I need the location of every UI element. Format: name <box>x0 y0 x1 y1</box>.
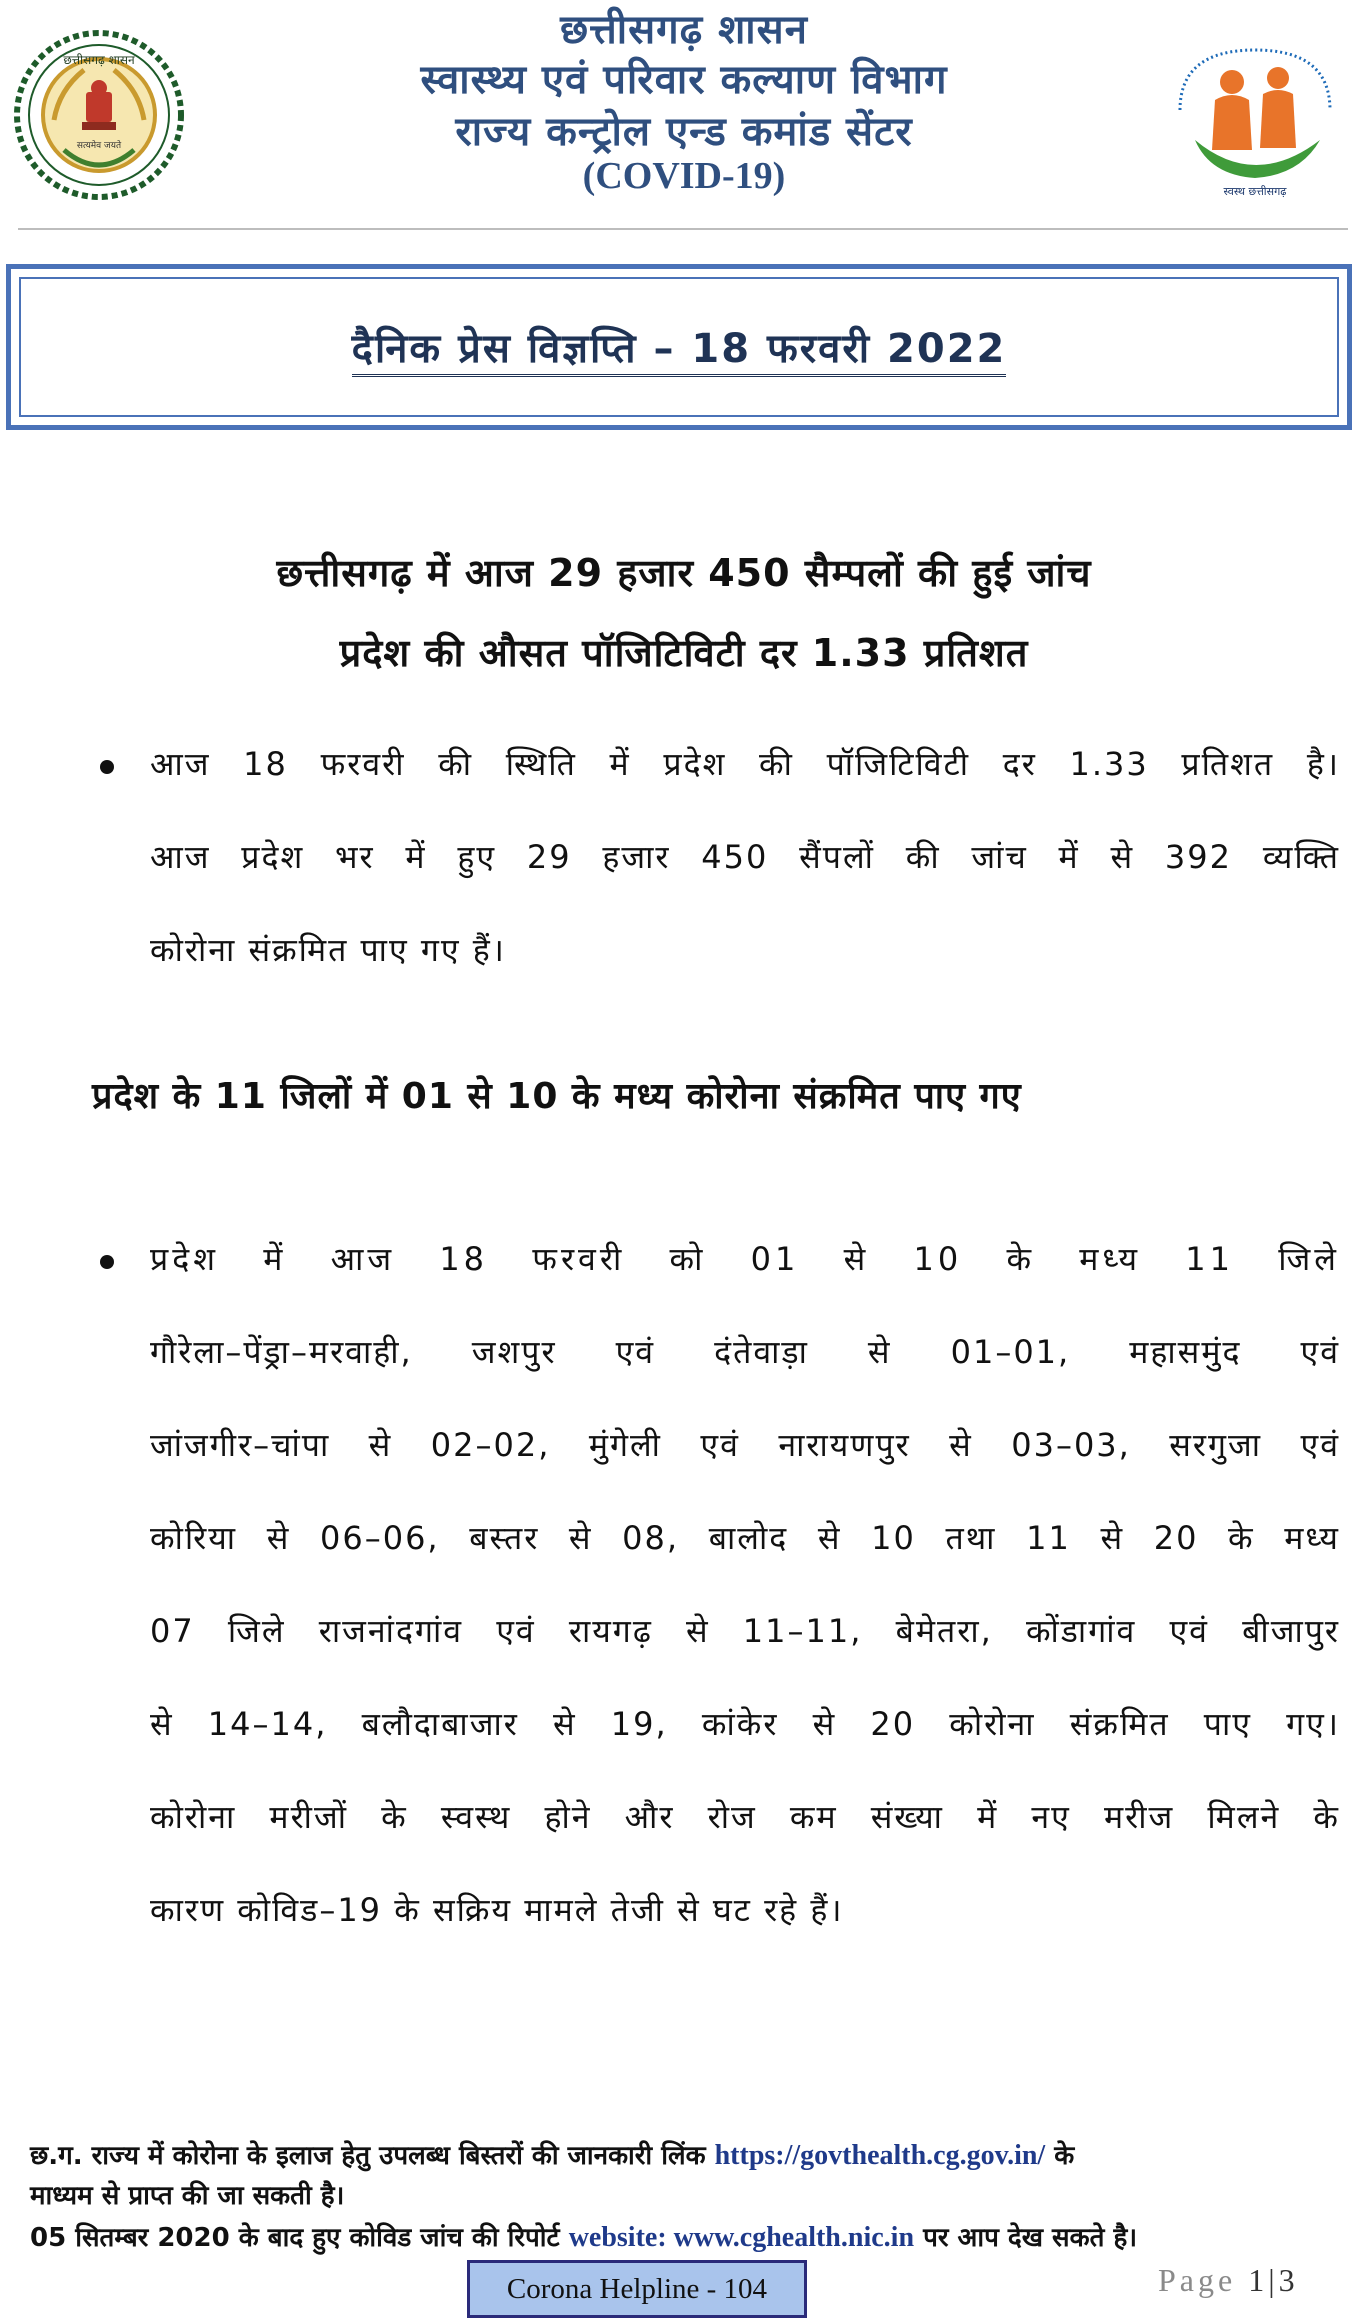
footer-report-note <box>30 2218 1346 2254</box>
report-website-link[interactable]: website: www.cghealth.nic.in <box>568 2222 915 2253</box>
page-total: 3 <box>1278 2262 1299 2298</box>
headline-positivity: प्रदेश की औसत पॉजिटिविटी दर 1.33 प्रतिशत <box>339 631 1029 675</box>
footer-beds-note <box>30 2136 1346 2216</box>
bullet-1-dot <box>100 760 114 774</box>
bullet-1-line-2: आज प्रदेश भर में हुए 29 हजार 450 सैंपलों की जांच में से 392 व्यक्ति <box>150 838 1340 876</box>
page-current: 1 <box>1248 2262 1269 2298</box>
footer-beds-text-suffix: के <box>1054 2141 1075 2171</box>
bullet-2-line-2: गौरेला–पेंड्रा–मरवाही, जशपुर एवं दंतेवाड़ा से 01–01, महासमुंद एवं <box>150 1333 1340 1371</box>
districts-subheading: प्रदेश के 11 जिलों में 01 से 10 के मध्य कोरोना संक्रमित पाए गए <box>92 1076 1022 1117</box>
footer-report-text: 05 सितम्बर 2020 के बाद हुए कोविड जांच की रिपोर्ट <box>30 2223 560 2253</box>
bullet-2-line-8: कारण कोविड–19 के सक्रिय मामले तेजी से घट रहे हैं। <box>150 1891 844 1929</box>
bullet-2-line-7: कोरोना मरीजों के स्वस्थ होने और रोज कम संख्या में नए मरीज मिलने के <box>150 1798 1340 1836</box>
svg-text:सत्यमेव जयते: सत्यमेव जयते <box>76 141 122 151</box>
page-number: Page 1|3 <box>1158 2262 1299 2298</box>
header-department: स्वास्थ्य एवं परिवार कल्याण विभाग <box>420 57 948 103</box>
page-label: Page <box>1158 2262 1237 2298</box>
title-box <box>6 264 1352 430</box>
header-divider <box>18 228 1348 230</box>
header-command-centre: राज्य कन्ट्रोल एन्ड कमांड सेंटर <box>455 109 913 155</box>
bullet-2-line-4: कोरिया से 06–06, बस्तर से 08, बालोद से 10 तथा 11 से 20 के मध्य <box>150 1519 1340 1557</box>
bullet-1-line-1: आज 18 फरवरी की स्थिति में प्रदेश की पॉजिटिविटी दर 1.33 प्रतिशत है। <box>150 745 1340 783</box>
bullet-2-line-6: से 14–14, बलौदाबाजार से 19, कांकेर से 20 कोरोना संक्रमित पाए गए। <box>150 1705 1340 1743</box>
bullet-2-line-5: 07 जिले राजनांदगांव एवं रायगढ़ से 11–11, बेमेतरा, कोंडागांव एवं बीजापुर <box>150 1612 1340 1650</box>
corona-helpline-box: Corona Helpline - 104 <box>467 2260 807 2318</box>
bullet-1-line-3: कोरोना संक्रमित पाए गए हैं। <box>150 931 506 969</box>
header-covid-label: (COVID-19) <box>582 155 786 197</box>
headline-samples: छत्तीसगढ़ में आज 29 हजार 450 सैम्पलों की हुई जांच <box>276 551 1092 595</box>
page-title <box>11 319 1347 374</box>
bullet-2-dot <box>100 1255 114 1269</box>
footer-beds-text: छ.ग. राज्य में कोरोना के इलाज हेतु उपलब्ध बिस्तरों की जानकारी लिंक <box>30 2141 706 2171</box>
bullet-2-line-3: जांजगीर–चांपा से 02–02, मुंगेली एवं नारायणपुर से 03–03, सरगुजा एवं <box>150 1426 1340 1464</box>
header-govt-name: छत्तीसगढ़ शासन <box>560 7 808 53</box>
svg-text:स्वस्थ छत्तीसगढ़: स्वस्थ छत्तीसगढ़ <box>1223 185 1287 198</box>
page-title-text: दैनिक प्रेस विज्ञप्ति – 18 फरवरी 2022 <box>352 326 1007 377</box>
svg-text:छत्तीसगढ़ शासन: छत्तीसगढ़ शासन <box>63 53 135 67</box>
footer-beds-text-line2: माध्यम से प्राप्त की जा सकती है। <box>30 2181 345 2211</box>
footer-report-text-suffix: पर आप देख सकते है। <box>923 2223 1138 2253</box>
bullet-2-line-1: प्रदेश में आज 18 फरवरी को 01 से 10 के मध्य 11 जिले <box>150 1240 1340 1278</box>
beds-info-link[interactable]: https://govthealth.cg.gov.in/ <box>714 2140 1046 2171</box>
